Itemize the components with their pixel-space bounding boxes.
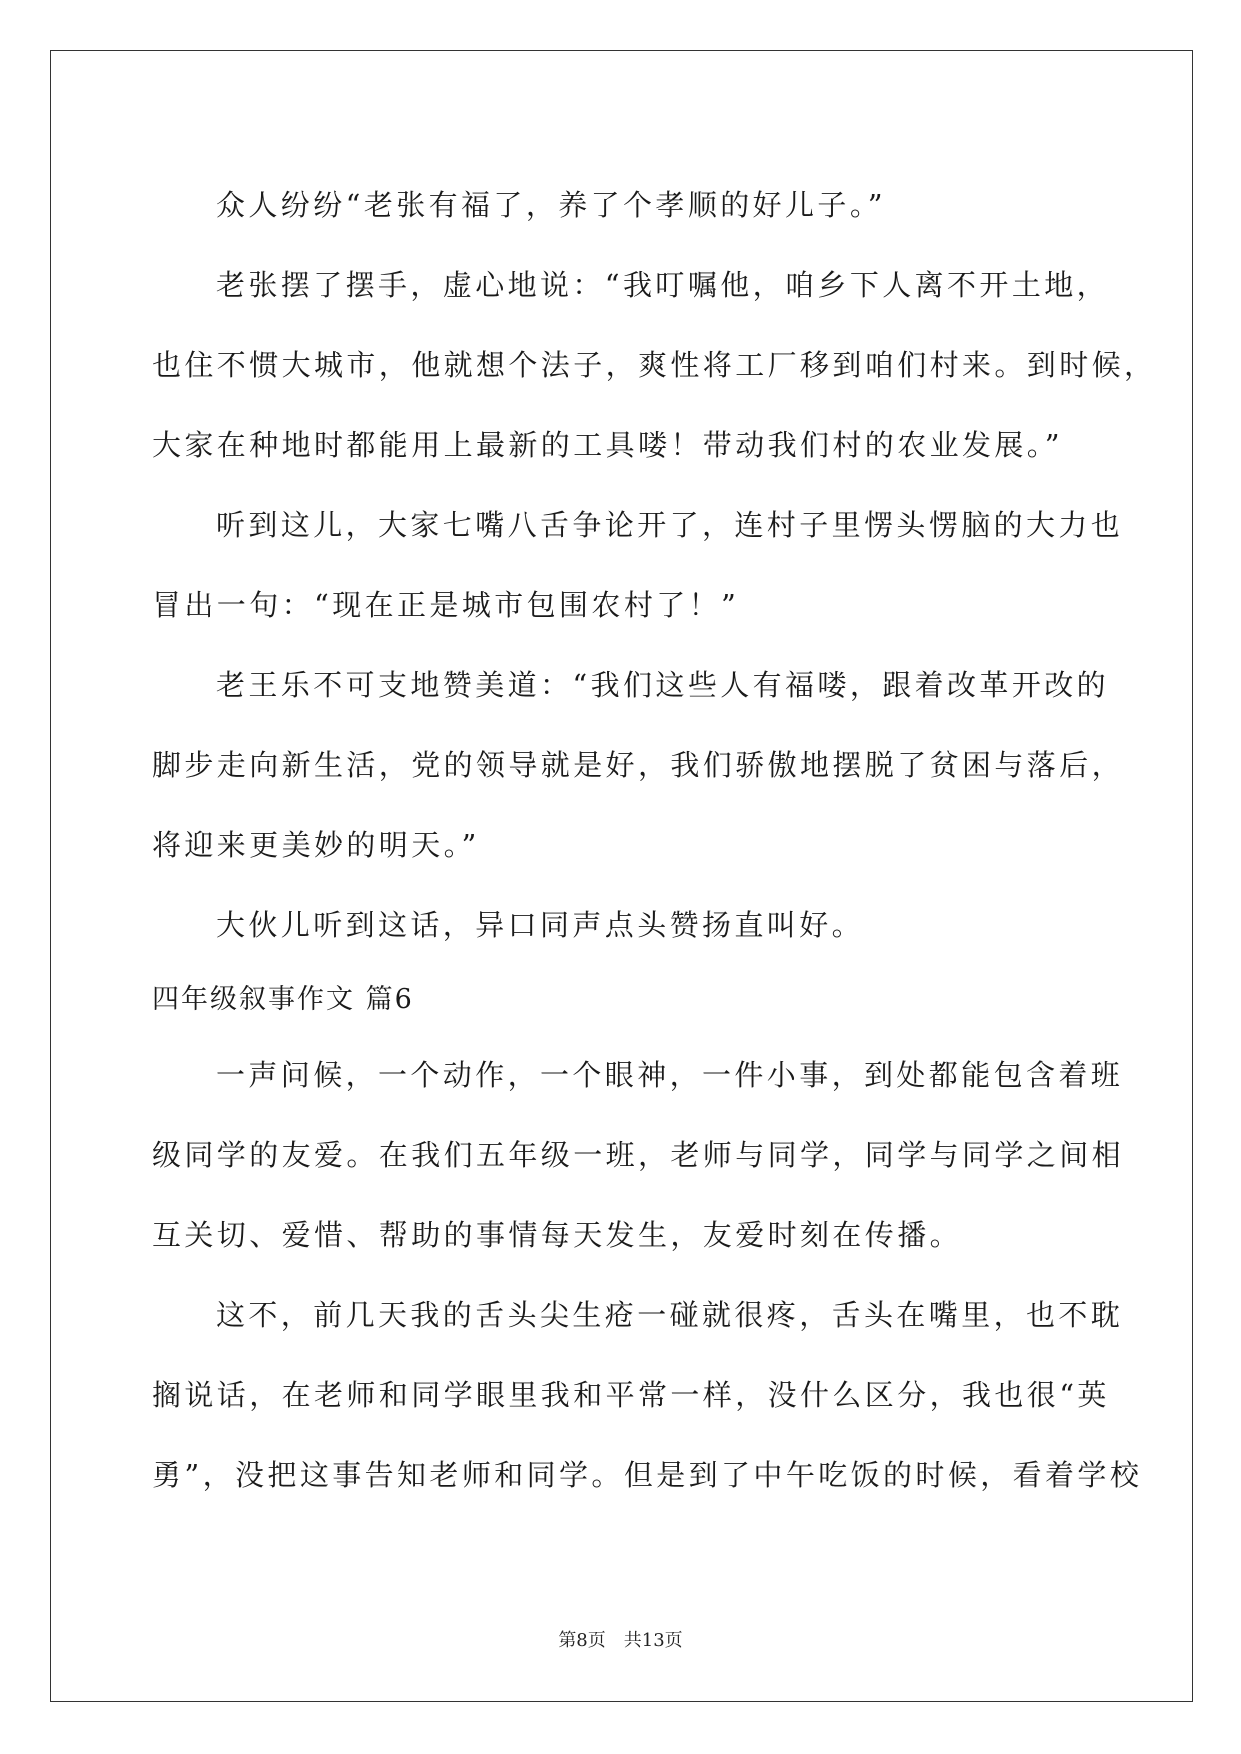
paragraph-line: 互关切、爱惜、帮助的事情每天发生，友爱时刻在传播。	[152, 1218, 963, 1252]
paragraph-line: 这不，前几天我的舌头尖生疮一碰就很疼，舌头在嘴里，也不耽	[216, 1298, 1124, 1332]
paragraph-line: 老王乐不可支地赞美道：“我们这些人有福喽，跟着改革开改的	[216, 668, 1110, 702]
paragraph-line: 大家在种地时都能用上最新的工具喽！带动我们村的农业发展。”	[152, 428, 1063, 462]
paragraph-line: 老张摆了摆手，虚心地说：“我叮嘱他，咱乡下人离不开土地，	[216, 268, 1110, 302]
paragraph-line: 众人纷纷“老张有福了，养了个孝顺的好儿子。”	[216, 188, 886, 222]
paragraph-line: 将迎来更美妙的明天。”	[152, 828, 480, 862]
page-footer	[0, 1626, 1241, 1652]
page-number-current: 第8页	[558, 1630, 606, 1651]
paragraph-line: 冒出一句：“现在正是城市包围农村了！”	[152, 588, 740, 622]
paragraph-line: 级同学的友爱。在我们五年级一班，老师与同学，同学与同学之间相	[152, 1138, 1125, 1172]
paragraph-line: 大伙儿听到这话，异口同声点头赞扬直叫好。	[216, 908, 865, 942]
paragraph-line: 听到这儿，大家七嘴八舌争论开了，连村子里愣头愣脑的大力也	[216, 508, 1124, 542]
paragraph-line: 脚步走向新生活，党的领导就是好，我们骄傲地摆脱了贫困与落后，	[152, 748, 1125, 782]
page-number-total: 共13页	[623, 1630, 683, 1651]
section-heading: 四年级叙事作文 篇6	[152, 984, 414, 1015]
paragraph-line: 也住不惯大城市，他就想个法子，爽性将工厂移到咱们村来。到时候，	[152, 348, 1157, 382]
paragraph-line: 勇”，没把这事告知老师和同学。但是到了中午吃饭的时候，看着学校	[152, 1458, 1143, 1492]
document-body	[152, 165, 1157, 1515]
paragraph-line: 一声问候，一个动作，一个眼神，一件小事，到处都能包含着班	[216, 1058, 1124, 1092]
paragraph-line: 搁说话，在老师和同学眼里我和平常一样，没什么区分，我也很“英	[152, 1378, 1110, 1412]
